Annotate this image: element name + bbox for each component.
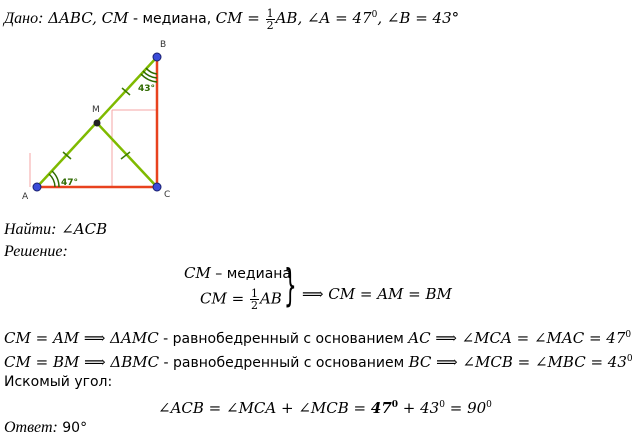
point-a	[33, 183, 41, 191]
solution-label-line	[4, 242, 68, 261]
system-frac-num: 1	[250, 287, 258, 300]
given-angle-b: , ∠B = 43°	[377, 9, 460, 27]
label-a: A	[22, 192, 29, 202]
final-degree-1: 0	[391, 400, 399, 410]
given-ab: AB	[275, 9, 298, 27]
system-line-1	[184, 264, 291, 283]
given-median-word: - медиана,	[128, 11, 216, 27]
deduction-2-degree: 0	[626, 354, 633, 364]
deduction-1-degree: 0	[625, 330, 632, 340]
label-m: M	[92, 105, 100, 115]
deduction-1-math: CM = AM ⟹ ΔAMC	[4, 329, 159, 347]
system-frac-den: 2	[250, 299, 258, 312]
system-brace: }	[284, 260, 297, 311]
label-c: C	[164, 190, 171, 200]
solution-label: Решение:	[4, 243, 68, 260]
final-line	[158, 396, 492, 417]
given-frac-den: 2	[266, 18, 274, 32]
final-value-1: 47	[370, 399, 392, 417]
angle-a-arc-inner	[49, 174, 55, 187]
system-result: ⟹ CM = AM = BM	[302, 285, 452, 303]
system-cm-eq: CM =	[200, 289, 249, 308]
system-ab: AB	[259, 289, 282, 308]
find-line	[4, 220, 107, 239]
given-fraction	[266, 8, 275, 31]
angle-b-arc-inner	[146, 68, 157, 74]
deduction-2-math2: BC ⟹ ∠MCB = ∠MBC = 43	[408, 353, 627, 371]
point-c	[153, 183, 161, 191]
system-line-2	[200, 288, 282, 311]
answer-value: 90°	[57, 420, 88, 436]
final-degree-3: 0	[486, 400, 492, 410]
answer-line	[4, 418, 87, 437]
deduction-2-text: - равнобедренный с основанием	[159, 355, 409, 371]
final-math: ∠ACB = ∠MCA + ∠MCB =	[158, 399, 371, 417]
given-angle-a: , ∠A = 47	[297, 9, 372, 27]
deduction-2-math: CM = BM ⟹ ΔBMC	[4, 353, 160, 371]
system-cm: CM	[184, 264, 211, 282]
given-cm: CM =	[215, 9, 265, 27]
answer-label: Ответ:	[4, 419, 58, 436]
label-angle-b: 43°	[138, 84, 156, 94]
given-frac-num: 1	[266, 6, 274, 20]
system-median-text: – медиана	[210, 266, 292, 282]
given-label: Дано:	[4, 10, 44, 27]
sought-line	[4, 372, 112, 391]
given-degree: 0	[371, 10, 378, 20]
point-b	[153, 53, 161, 61]
find-label: Найти:	[4, 221, 57, 238]
deduction-line-1	[4, 326, 631, 348]
given-triangle: ΔABC, CM	[48, 9, 129, 27]
sought-label: Искомый угол:	[4, 374, 113, 390]
find-value: ∠ACB	[56, 220, 108, 238]
deduction-1-text: - равнобедренный с основанием	[158, 331, 409, 347]
label-angle-a: 47°	[61, 178, 79, 188]
deduction-1-math2: AC ⟹ ∠MCA = ∠MAC = 47	[408, 329, 626, 347]
triangle-figure	[0, 0, 200, 210]
system-fraction	[250, 288, 259, 311]
final-equals: = 90	[444, 399, 487, 417]
system-result-line	[302, 285, 452, 303]
final-degree-2: 0	[439, 400, 445, 410]
final-plus: + 43	[398, 399, 440, 417]
deduction-line-2	[4, 350, 633, 372]
label-b: B	[160, 40, 167, 50]
point-m	[94, 120, 101, 127]
